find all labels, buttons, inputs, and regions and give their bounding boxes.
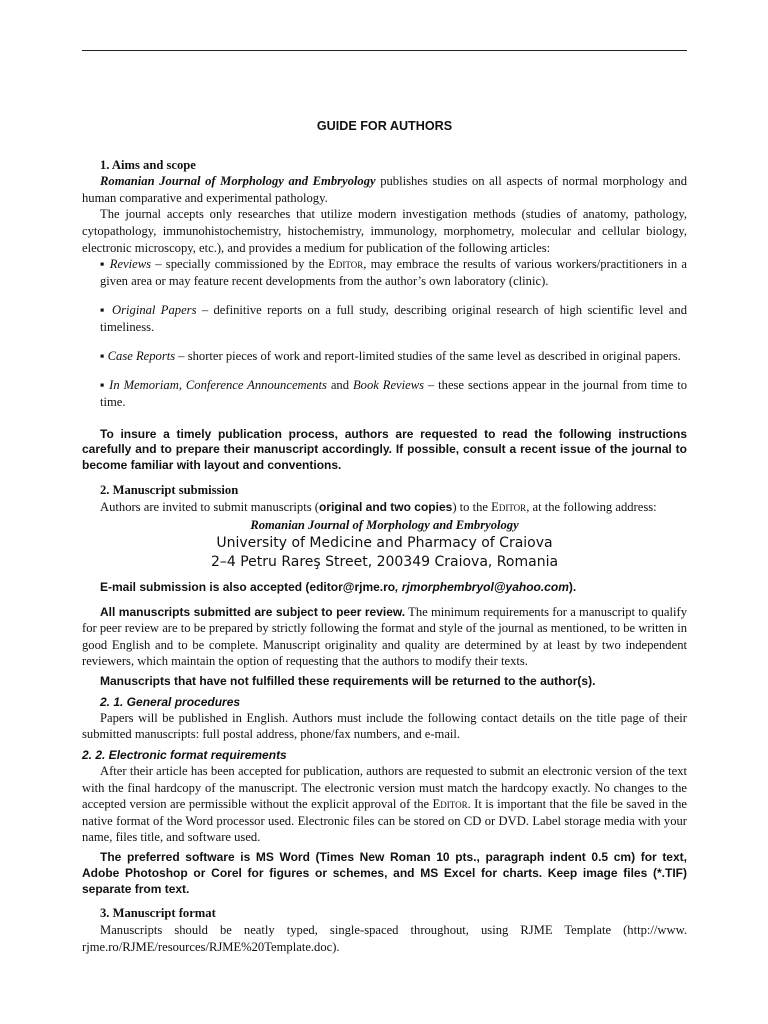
reviews-text-b: , may embrace the results of various workers/practitioners in a given area or may feature recent developments from the author’s own laboratory (clinic). [100, 257, 687, 288]
general-procedures-heading: 2. 1. General procedures [100, 694, 241, 709]
email-sep: , [395, 579, 402, 594]
email-link-yahoo[interactable]: rjmorphembryol@yahoo.com [401, 579, 569, 594]
other-sep: , [178, 377, 186, 392]
electronic-editor: Editor [432, 797, 468, 812]
case-reports-label: Case Reports [107, 348, 176, 363]
returned-notice: Manuscripts that have not fulfilled these requirements will be returned to the author(s). [100, 674, 596, 689]
reviews-label: Reviews [109, 257, 152, 272]
header-rule [82, 50, 687, 51]
submission-text-a: Authors are invited to submit manuscripts ( [100, 499, 319, 514]
submission-editor: Editor [491, 499, 527, 514]
email-submission [82, 580, 687, 596]
submission-text [82, 499, 687, 516]
general-procedures-text: Papers will be published in English. Authors must include the following contact details on the title page of their submitted manuscripts: full postal address, phone/fax numbers, and e-mail. [82, 710, 687, 742]
peer-review-bold: All manuscripts submitted are subject to peer review. [100, 604, 406, 619]
electronic-format-heading: 2. 2. Electronic format requirements [82, 748, 287, 763]
address-journal: Romanian Journal of Morphology and Embryology [250, 518, 519, 533]
address-university: University of Medicine and Pharmacy of Craiova [216, 534, 553, 551]
email-link-editor[interactable]: editor@rjme.ro [309, 579, 396, 594]
page-title: GUIDE FOR AUTHORS [316, 119, 453, 133]
in-memoriam-label: In Memoriam [109, 377, 179, 392]
peer-review-text [82, 604, 687, 670]
reviews-editor: Editor [328, 257, 364, 272]
submission-text-c: , at the following address: [526, 499, 657, 514]
electronic-format-text [82, 763, 687, 846]
address-street: 2–4 Petru Rareş Street, 200349 Craiova, Romania [210, 553, 559, 570]
document-body [82, 118, 687, 955]
section-2-heading: 2. Manuscript submission [100, 483, 239, 498]
electronic-text-b: . It is important that the file be saved in the native format of the Word processor used. Electronic files can be stored on CD or DVD. Label storage media with your name, files title, and software used. [82, 797, 687, 845]
section-1-methods: The journal accepts only researches that utilize modern investigation methods (studies of anatomy, pathology, cytopathology, immunohistochemistry, histochemistry, immunology, morphometry, molecular and cellular biology, electronic microscopy, etc.), and provides a medium for publication of the following articles: [82, 207, 687, 255]
other-and: and [326, 377, 353, 392]
bullet-original-papers: ▪ Original Papers – definitive reports on a full study, describing original research of high scientific level and timeliness. [100, 302, 687, 334]
electronic-text-a: After their article has been accepted for publication, authors are requested to submit an electronic version of the text with the final hardcopy of the manuscript. The electronic version must match the hardcopy exactly. No changes to the accepted version are permissible without the explicit approval of the [82, 764, 687, 812]
bullet-case-reports: ▪ Case Reports – shorter pieces of work and report-limited studies of the same level as described in original papers. [100, 348, 681, 363]
bullet-other-sections: ▪ In Memoriam, Conference Announcements and Book Reviews – these sections appear in the journal from time to time. [100, 377, 687, 409]
book-reviews-label: Book Reviews [352, 377, 425, 392]
other-text: – these sections appear in the journal from time to time. [100, 377, 687, 409]
intro-text: publishes studies on all aspects of normal morphology and human comparative and experimental pathology. [82, 174, 687, 205]
original-papers-text: – definitive reports on a full study, describing original research of high scientific level and timeliness. [100, 302, 687, 334]
timely-notice: To insure a timely publication process, authors are requested to read the following instructions carefully and to prepare their manuscript accordingly. If possible, consult a recent issue of the journal to become familiar with layout and conventions. [82, 426, 687, 473]
section-1-intro [82, 173, 687, 206]
submission-text-b: ) to the [452, 499, 492, 514]
submission-copies: original and two copies [318, 499, 453, 514]
conference-label: Conference Announcements [185, 377, 327, 392]
email-text-b: ). [568, 579, 577, 594]
peer-review-rest: The minimum requirements for a manuscript to qualify for peer review are to be prepared by strictly following the format and style of the journal as mentioned, to be written in good English and to be complete. Manuscript originality and quality are determined by at least by two independent reviewers, which maintain the option of requesting that the authors to modify their texts. [82, 604, 688, 669]
preferred-software: The preferred software is MS Word (Times New Roman 10 pts., paragraph indent 0.5 cm) for text, Adobe Photoshop or Corel for figures or schemes, and MS Excel for charts. Keep image files (*.TIF) separate from text. [82, 849, 687, 896]
original-papers-label: Original Papers [112, 302, 197, 317]
section-3-heading: 3. Manuscript format [100, 906, 216, 921]
journal-name: Romanian Journal of Morphology and Embryology [100, 174, 376, 189]
manuscript-format-text: Manuscripts should be neatly typed, single-spaced throughout, using RJME Template (http://www. rjme.ro/RJME/resources/RJME%20Template.doc). [82, 922, 687, 954]
email-text-a: E-mail submission is also accepted ( [100, 579, 310, 594]
reviews-text-a: – specially commissioned by the [151, 257, 329, 272]
case-reports-text: – shorter pieces of work and report-limited studies of the same level as described in original papers. [175, 348, 681, 363]
section-1-heading: 1. Aims and scope [100, 157, 196, 172]
bullet-reviews: ▪ Reviews – specially commissioned by the Editor, may embrace the results of various workers/practitioners in a given area or may feature recent developments from the author’s own laboratory (clinic). [100, 257, 687, 288]
